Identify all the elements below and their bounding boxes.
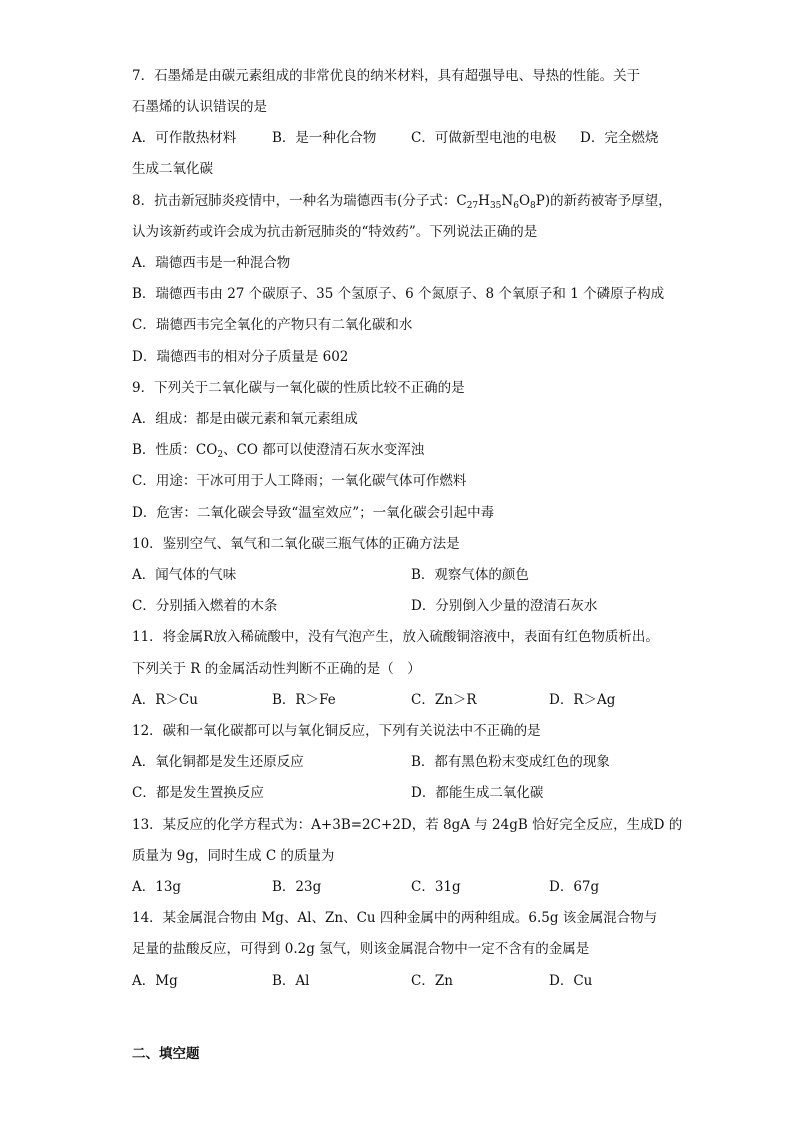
q14-option-a: A．Mg xyxy=(132,973,178,989)
q9-option-b xyxy=(132,440,424,460)
q11-option-d: D．R＞Ag xyxy=(549,692,616,708)
q14-option-c: C．Zn xyxy=(411,973,453,989)
q12-option-b: B．都有黑色粉末变成红色的现象 xyxy=(411,754,610,770)
q9-option-a: A．组成：都是由碳元素和氧元素组成 xyxy=(132,411,358,427)
q12-option-d: D．都能生成二氧化碳 xyxy=(411,785,544,801)
q10-option-a: A．闻气体的气味 xyxy=(132,567,237,583)
q9-option-b-post: 、CO 都可以使澄清石灰水变浑浊 xyxy=(223,442,425,458)
formula-p: P xyxy=(535,193,545,209)
q11-option-b: B．R＞Fe xyxy=(272,692,336,708)
q11-option-c: C．Zn＞R xyxy=(411,692,477,708)
q7-stem-line3: 生成二氧化碳 xyxy=(132,161,213,177)
formula-o: O xyxy=(518,193,531,209)
q10-option-c: C．分别插入燃着的木条 xyxy=(132,598,278,614)
q12-option-c: C．都是发生置换反应 xyxy=(132,785,264,801)
q9-option-b-sub: 2 xyxy=(217,450,224,460)
q13-option-a: A．13g xyxy=(132,879,182,895)
q9-option-b-pre: B．性质：CO xyxy=(132,442,218,458)
q14-option-b: B．Al xyxy=(272,973,310,989)
formula-c: C xyxy=(456,193,467,209)
section-title: 二、填空题 xyxy=(132,1046,200,1062)
formula-n-count: 6 xyxy=(513,201,519,211)
q7-stem-line2: 石墨烯的认识错误的是 xyxy=(132,99,267,115)
q9-option-c: C．用途：干冰可用于人工降雨；一氧化碳气体可作燃料 xyxy=(132,473,467,489)
q11-stem-line2: 下列关于 R 的金属活动性判断不正确的是（ ） xyxy=(132,661,421,677)
q7-option-a: A．可作散热材料 xyxy=(132,130,237,146)
q8-option-b: B．瑞德西韦由 27 个碳原子、35 个氢原子、6 个氮原子、8 个氧原子和 1 个磷原子构成 xyxy=(132,286,665,302)
q8-option-a: A．瑞德西韦是一种混合物 xyxy=(132,255,291,271)
formula-n: N xyxy=(501,193,514,209)
formula-o-count: 8 xyxy=(530,201,536,211)
q7-option-b: B．是一种化合物 xyxy=(272,130,377,146)
q11-option-a: A．R＞Cu xyxy=(132,692,198,708)
q8-stem-line1 xyxy=(132,191,672,211)
q10-option-b: B．观察气体的颜色 xyxy=(411,567,529,583)
q9-stem: 9．下列关于二氧化碳与一氧化碳的性质比较不正确的是 xyxy=(132,380,465,396)
q9-option-d: D．危害：二氧化碳会导致“温室效应”；一氧化碳会引起中毒 xyxy=(132,505,495,521)
q8-option-c: C．瑞德西韦完全氧化的产物只有二氧化碳和水 xyxy=(132,317,413,333)
q8-stem-pre: 8．抗击新冠肺炎疫情中，一种名为瑞德西韦(分子式： xyxy=(132,193,457,209)
q10-stem: 10．鉴别空气、氧气和二氧化碳三瓶气体的正确方法是 xyxy=(132,536,460,552)
formula-h-count: 35 xyxy=(489,201,502,211)
q7-option-d: D．完全燃烧 xyxy=(580,130,659,146)
q8-stem-post: )的新药被寄予厚望， xyxy=(544,193,672,209)
q13-stem-line1: 13．某反应的化学方程式为：A+3B=2C+2D，若 8gA 与 24gB 恰好完全反应，生成D 的 xyxy=(132,817,683,833)
q14-stem-line1: 14．某金属混合物由 Mg、Al、Zn、Cu 四种金属中的两种组成。6.5g 该金属混合物与 xyxy=(132,910,658,926)
q11-stem-line1: 11．将金属R放入稀硫酸中，没有气泡产生，放入硫酸铜溶液中，表面有红色物质析出。 xyxy=(132,629,659,645)
q13-option-c: C．31g xyxy=(411,879,461,895)
q8-stem-line2: 认为该新药或许会成为抗击新冠肺炎的“特效药”。下列说法正确的是 xyxy=(132,224,538,240)
q12-option-a: A．氧化铜都是发生还原反应 xyxy=(132,754,304,770)
q7-option-c: C．可做新型电池的电极 xyxy=(411,130,557,146)
q13-option-d: D．67g xyxy=(549,879,600,895)
q8-option-d: D．瑞德西韦的相对分子质量是 602 xyxy=(132,349,349,365)
q14-stem-line2: 足量的盐酸反应，可得到 0.2g 氢气，则该金属混合物中一定不含有的金属是 xyxy=(132,941,590,957)
formula-c-count: 27 xyxy=(466,201,479,211)
q12-stem: 12．碳和一氧化碳都可以与氧化铜反应，下列有关说法中不正确的是 xyxy=(132,723,541,739)
q14-option-d: D．Cu xyxy=(549,973,593,989)
q13-option-b: B．23g xyxy=(272,879,322,895)
q7-stem-line1: 7．石墨烯是由碳元素组成的非常优良的纳米材料，具有超强导电、导热的性能。关于 xyxy=(132,68,641,84)
q13-stem-line2: 质量为 9g，同时生成 C 的质量为 xyxy=(132,848,335,864)
formula-h: H xyxy=(478,193,490,209)
q10-option-d: D．分别倒入少量的澄清石灰水 xyxy=(411,598,598,614)
